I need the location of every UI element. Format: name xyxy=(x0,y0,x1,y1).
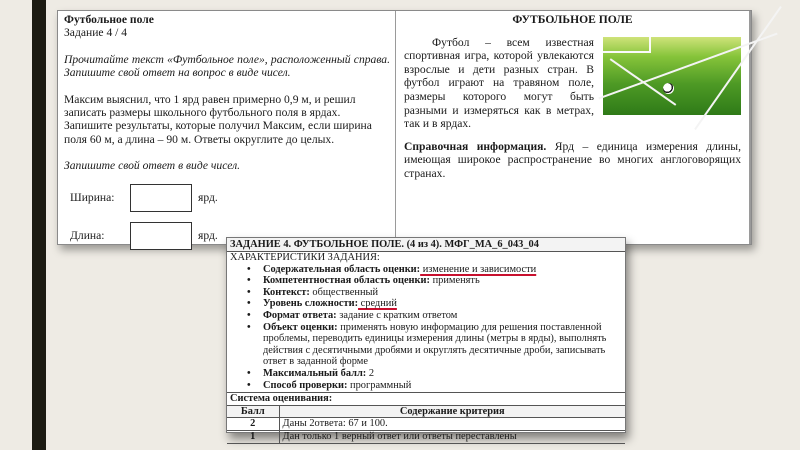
spec-value: общественный xyxy=(309,286,379,298)
slide-left-bar xyxy=(32,0,46,450)
spec-value: применять xyxy=(429,275,480,287)
length-label: Длина: xyxy=(70,228,105,242)
spec-value: задание с кратким ответом xyxy=(336,309,458,321)
width-label: Ширина: xyxy=(70,190,115,204)
text-column xyxy=(396,11,751,244)
task-spec-card xyxy=(226,237,626,442)
spec-item: • Объект оценки: применять новую информацию для решения поставленной проблемы, переводить единицы измерения длины (метры в ярды), выполнять действия с десятичными дробями и округлять десятичные дроби, записывать ответ в заданной форме xyxy=(247,322,625,368)
text-body: Футбол – всем известная спортивная игра, которой увлекаются взрослые и дети разных стран. В футбол играют на травяном поле, размеры которого могут быть разными и измеряться как в метрах, так и в ярдах. xyxy=(404,35,594,131)
spec-list xyxy=(227,264,625,392)
spec-item: • Контекст: общественный xyxy=(247,287,625,299)
spec-subheader: ХАРАКТЕРИСТИКИ ЗАДАНИЯ: xyxy=(230,252,380,263)
column-header-points: Балл xyxy=(227,406,279,418)
criterion-cell: Даны 2ответа: 67 и 100. xyxy=(279,418,625,431)
length-answer-input[interactable] xyxy=(130,222,192,250)
spec-value: применять новую информацию для решения поставленной проблемы, переводить единицы измерения длины (метры в ярды), выполнять действия с десятичными дробями и округлять десятичные дроби, записывать ответ в заданной форме xyxy=(263,321,607,368)
reference-text: Ярд – единица измерения длины, имеющая широкое распространение во многих англоговорящих странах. xyxy=(404,139,741,180)
points-cell: 1 xyxy=(227,430,279,443)
criterion-cell: Дан только 1 верный ответ или ответы переставлены xyxy=(279,430,625,443)
scoring-title: Система оценивания: xyxy=(227,392,625,406)
spec-value: средний xyxy=(358,298,397,310)
table-row xyxy=(227,430,625,443)
length-unit: ярд. xyxy=(198,228,218,242)
text-heading: ФУТБОЛЬНОЕ ПОЛЕ xyxy=(512,13,633,26)
task-title: Футбольное поле xyxy=(64,13,154,26)
spec-value: изменение и зависимости xyxy=(420,263,537,275)
width-answer-input[interactable] xyxy=(130,184,192,212)
scoring-table xyxy=(227,406,625,444)
table-row xyxy=(227,418,625,431)
spec-item: • Содержательная область оценки: изменение и зависимости xyxy=(247,264,625,276)
width-unit: ярд. xyxy=(198,190,218,204)
column-header-criterion: Содержание критерия xyxy=(279,406,625,418)
spec-item: • Уровень сложности: средний xyxy=(247,298,625,310)
spec-item: • Формат ответа: задание с кратким ответом xyxy=(247,310,625,322)
task-question: Максим выяснил, что 1 ярд равен примерно 0,9 м, и решил записать размеры школьного футбольного поля в ярдах. Запишите результаты, которые получил Максим, если ширина поля 60 м, а длина – 90 м. Ответы округлите до целых. xyxy=(64,92,372,146)
task-panel xyxy=(57,10,752,245)
spec-value: 2 xyxy=(366,367,375,379)
task-number: Задание 4 / 4 xyxy=(64,26,128,40)
reference-info xyxy=(404,140,741,181)
points-cell: 2 xyxy=(227,418,279,431)
spec-item: • Максимальный балл: 2 xyxy=(247,368,625,380)
football-icon xyxy=(663,83,674,94)
task-instruction: Прочитайте текст «Футбольное поле», расположенный справа. Запишите свой ответ на вопрос в виде чисел. xyxy=(64,52,390,80)
football-field-image xyxy=(603,37,741,115)
answer-row-width xyxy=(70,184,390,212)
answer-prompt: Запишите свой ответ в виде чисел. xyxy=(64,159,241,173)
spec-item: • Способ проверки: программный xyxy=(247,380,625,392)
reference-label: Справочная информация. xyxy=(404,139,547,153)
spec-value: программный xyxy=(347,379,412,391)
task-column xyxy=(58,11,396,244)
spec-item: • Компетентностная область оценки: применять xyxy=(247,275,625,287)
spec-header: ЗАДАНИЕ 4. ФУТБОЛЬНОЕ ПОЛЕ. (4 из 4). МФГ_МА_6_043_04 xyxy=(227,238,625,252)
